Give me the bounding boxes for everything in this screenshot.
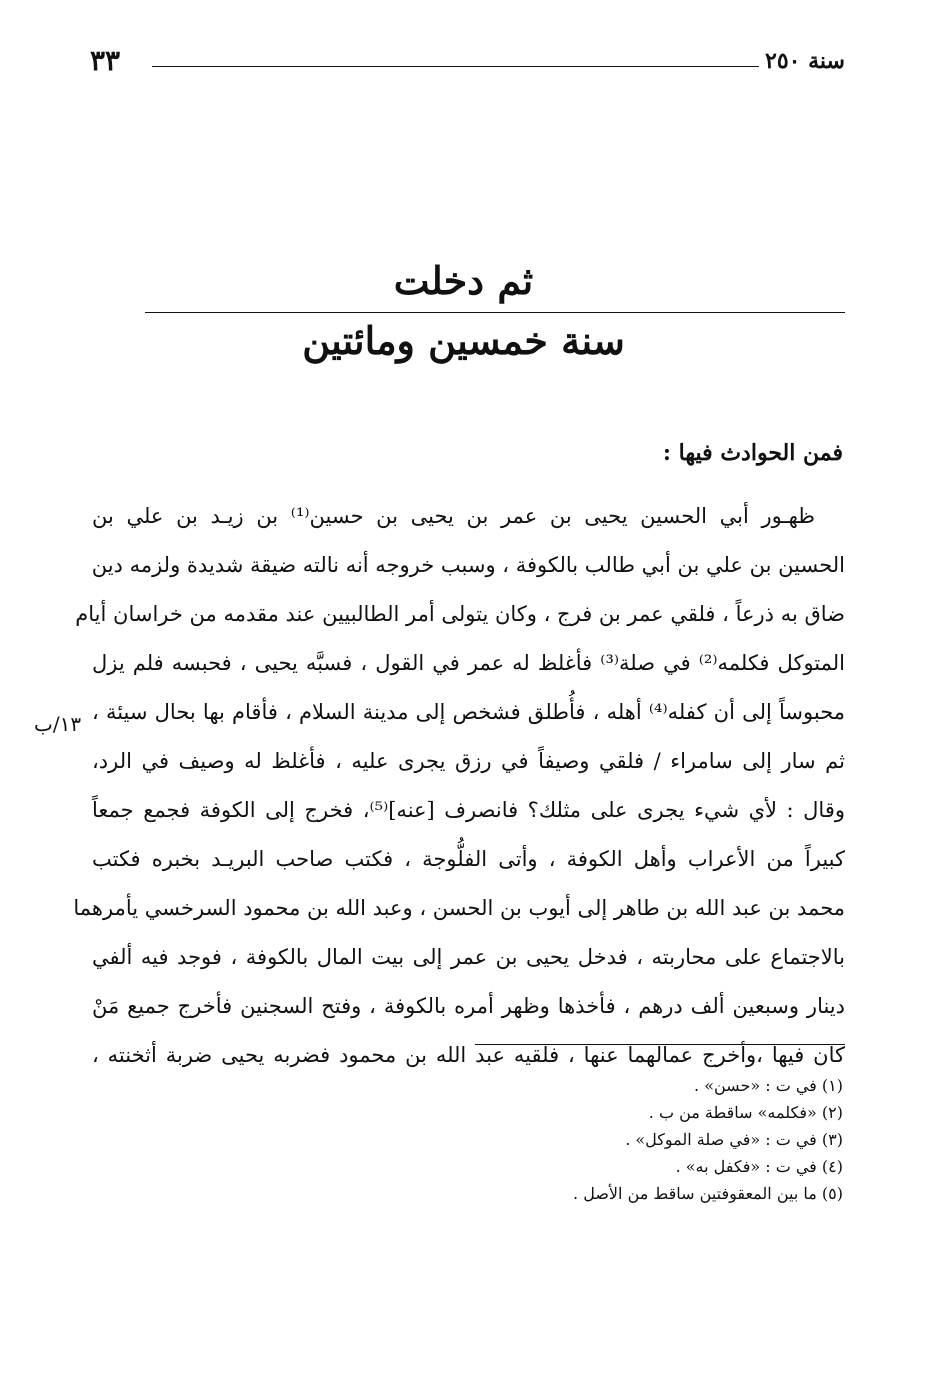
body-line: ضاق به ذرعاً ، فلقي عمر بن فرج ، وكان يتولى أمر الطالبيين عند مقدمه من خراسان أيام	[75, 602, 845, 626]
year-heading-line1: ثم دخلت	[393, 258, 534, 303]
body-line: ثم سار إلى سامراء / فلقي وصيفاً في رزق يجرى عليه ، فأغلظ له وصيف في الرد،	[92, 749, 845, 773]
footnote: (٤) في ت : «فكفل به» .	[675, 1157, 843, 1176]
year-heading-line2: سنة خمسين ومائتين	[302, 318, 625, 363]
body-line: الحسين بن علي بن أبي طالب بالكوفة ، وسبب خروجه أنه نالته ضيقة شديدة ولزمه دين	[91, 553, 845, 577]
running-title: سنة ٢٥٠	[765, 48, 845, 74]
page-number: ٣٣	[90, 44, 121, 77]
body-line: ظهـور أبي الحسين يحيى بن عمر بن يحيى بن حسين⁽¹⁾ بن زيـد بن علي بن	[92, 504, 815, 528]
body-line: المتوكل فكلمه⁽²⁾ في صلة⁽³⁾ فأغلظ له عمر في القول ، فسبَّه يحيى ، فحبسه فلم يزل	[92, 651, 846, 675]
running-header	[90, 44, 845, 84]
footnotes	[573, 1072, 843, 1207]
body-line: دينار وسبعين ألف درهم ، فأخذها وظهر أمره بالكوفة ، وفتح السجنين فأخرج جميع مَنْ	[92, 994, 845, 1018]
body-line: بالاجتماع على محاربته ، فدخل يحيى بن عمر إلى بيت المال بالكوفة ، فوجد فيه ألفي	[92, 945, 845, 969]
heading-rule	[145, 312, 845, 313]
header-rule	[152, 66, 759, 67]
footnote-rule	[475, 1044, 845, 1045]
footnote: (٥) ما بين المعقوفتين ساقط من الأصل .	[573, 1184, 843, 1203]
body-text	[73, 492, 846, 1080]
footnote: (٢) «فكلمه» ساقطة من ب .	[648, 1103, 843, 1122]
footnote: (٣) في ت : «في صلة الموكل» .	[625, 1130, 843, 1149]
body-line: كبيراً من الأعراب وأهل الكوفة ، وأتى الفلُّوجة ، فكتب صاحب البريـد بخبره فكتب	[92, 847, 845, 871]
body-line: وقال : لأي شيء يجرى على مثلك؟ فانصرف [عنه]⁽⁵⁾، فخرج إلى الكوفة فجمع جمعاً	[92, 798, 846, 822]
body-line: محبوساً إلى أن كفله⁽⁴⁾ أهله ، فأُطلق فشخص إلى مدينة السلام ، فأقام بها بحال سيئة ،	[92, 700, 845, 724]
section-heading: فمن الحوادث فيها :	[662, 440, 843, 466]
margin-folio-note: ١٣/ب	[34, 712, 82, 736]
body-line: كان فيها ،وأخرج عمالهما عنها ، فلقيه عبد الله بن محمود فضربه يحيى ضربة أثخنته ،	[92, 1043, 845, 1067]
footnote: (١) في ت : «حسن» .	[694, 1076, 843, 1095]
body-line: محمد بن عبد الله بن طاهر إلى أيوب بن الحسن ، وعبد الله بن محمود السرخسي يأمرهما	[73, 896, 845, 920]
